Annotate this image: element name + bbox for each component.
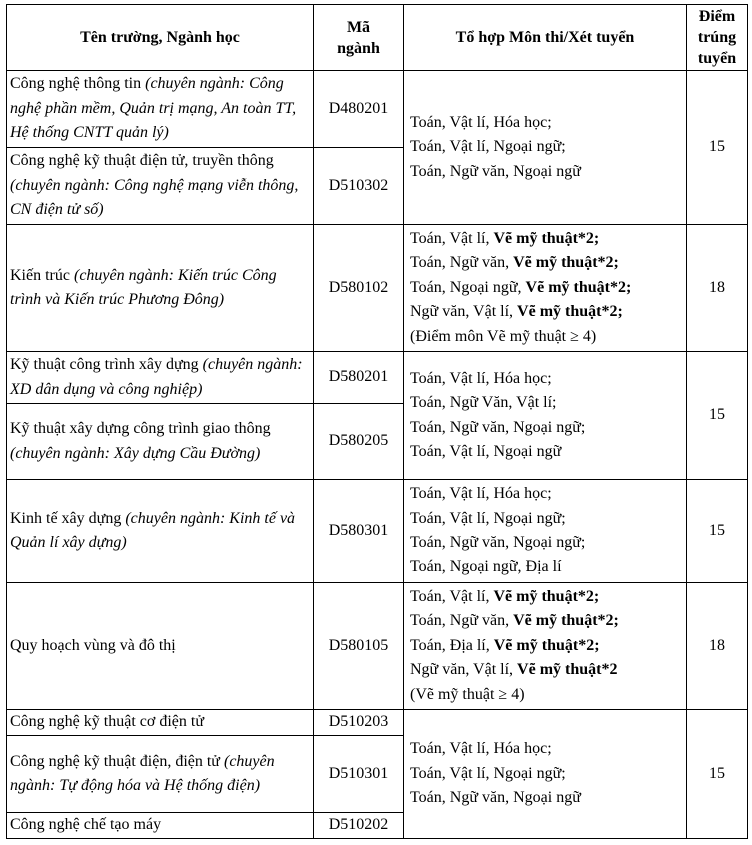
subject-line: Toán, Ngữ văn, Vẽ mỹ thuật*2; bbox=[410, 612, 619, 630]
subject-line: Toán, Vật lí, Ngoại ngữ; bbox=[410, 764, 566, 782]
admission-score: 15 bbox=[687, 710, 748, 839]
program-name-cell bbox=[7, 480, 314, 583]
program-code: D510301 bbox=[314, 736, 404, 813]
program-code: D580102 bbox=[314, 225, 404, 352]
subject-combination-cell bbox=[404, 710, 687, 839]
subject-line: (Vẽ mỹ thuật ≥ 4) bbox=[410, 685, 525, 703]
subject-line: Toán, Vật lí, Ngoại ngữ; bbox=[410, 138, 566, 156]
subject-line: (Điểm môn Vẽ mỹ thuật ≥ 4) bbox=[410, 327, 597, 345]
program-specialization: (chuyên ngành: Công nghệ mạng viễn thông, CN điện tử số) bbox=[10, 176, 299, 219]
program-code: D580205 bbox=[314, 404, 404, 480]
program-name-cell bbox=[7, 225, 314, 352]
subject-combination-cell bbox=[404, 480, 687, 583]
program-specialization: (chuyên ngành: Xây dựng Cầu Đường) bbox=[10, 444, 261, 462]
table-row bbox=[7, 352, 748, 404]
program-specialization: (chuyên ngành: Tự động hóa và Hệ thống điện) bbox=[10, 752, 275, 794]
table-row bbox=[7, 710, 748, 736]
subject-line: Toán, Ngoại ngữ, Vẽ mỹ thuật*2; bbox=[410, 278, 632, 296]
admission-score: 15 bbox=[687, 480, 748, 583]
program-name: Kỹ thuật xây dựng công trình giao thông bbox=[10, 420, 271, 438]
program-name-cell bbox=[7, 583, 314, 710]
subject-combination-cell bbox=[404, 225, 687, 352]
header-program-name: Tên trường, Ngành học bbox=[7, 5, 314, 71]
program-name: Kiến trúc bbox=[10, 266, 74, 284]
subject-line: Toán, Ngữ văn, Ngoại ngữ; bbox=[410, 534, 586, 551]
admission-score: 18 bbox=[687, 225, 748, 352]
program-code: D510302 bbox=[314, 148, 404, 225]
program-name: Công nghệ kỹ thuật điện tử, truyền thông bbox=[10, 152, 274, 170]
program-name: Công nghệ chế tạo máy bbox=[10, 816, 162, 834]
program-specialization: (chuyên ngành: Kiến trúc Công trình và Kiến trúc Phương Đông) bbox=[10, 266, 277, 308]
subject-line: Ngữ văn, Vật lí, Vẽ mỹ thuật*2; bbox=[410, 303, 623, 321]
program-code: D480201 bbox=[314, 71, 404, 148]
subject-line: Toán, Vật lí, Ngoại ngữ bbox=[410, 442, 562, 460]
program-name-cell bbox=[7, 352, 314, 404]
subject-line: Toán, Ngữ Văn, Vật lí; bbox=[410, 394, 557, 412]
subject-line: Ngữ văn, Vật lí, Vẽ mỹ thuật*2 bbox=[410, 661, 618, 679]
table-row bbox=[7, 71, 748, 148]
program-name: Công nghệ kỹ thuật điện, điện tử bbox=[10, 752, 224, 770]
program-specialization: (chuyên ngành: Kinh tế và Quản lí xây dựng) bbox=[10, 509, 296, 551]
subject-line: Toán, Ngoại ngữ, Địa lí bbox=[410, 558, 562, 576]
program-name: Kỹ thuật công trình xây dựng bbox=[10, 356, 203, 374]
subject-line: Toán, Ngữ văn, Ngoại ngữ bbox=[410, 789, 581, 807]
subject-line: Toán, Vật lí, Hóa học; bbox=[410, 485, 552, 503]
header-admission-score: Điểm trúng tuyển bbox=[687, 5, 748, 71]
program-name: Công nghệ kỹ thuật cơ điện tử bbox=[10, 713, 204, 731]
table-row bbox=[7, 225, 748, 352]
program-name-cell bbox=[7, 404, 314, 480]
program-name: Công nghệ thông tin bbox=[10, 75, 146, 93]
subject-combination-cell bbox=[404, 583, 687, 710]
subject-line: Toán, Vật lí, Hóa học; bbox=[410, 369, 552, 387]
program-code: D510203 bbox=[314, 710, 404, 736]
subject-line: Toán, Địa lí, Vẽ mỹ thuật*2; bbox=[410, 636, 600, 654]
subject-line: Toán, Vật lí, Hóa học; bbox=[410, 113, 552, 131]
program-name: Quy hoạch vùng và đô thị bbox=[10, 636, 176, 654]
program-name-cell bbox=[7, 71, 314, 148]
admission-score: 18 bbox=[687, 583, 748, 710]
header-row bbox=[7, 5, 748, 71]
subject-line: Toán, Vật lí, Hóa học; bbox=[410, 740, 552, 758]
admission-score: 15 bbox=[687, 352, 748, 480]
header-subject-combination: Tổ hợp Môn thi/Xét tuyển bbox=[404, 5, 687, 71]
subject-line: Toán, Ngữ văn, Ngoại ngữ; bbox=[410, 418, 586, 436]
header-program-code: Mã ngành bbox=[314, 5, 404, 71]
admission-score: 15 bbox=[687, 71, 748, 225]
program-name-cell bbox=[7, 148, 314, 225]
program-name-cell bbox=[7, 813, 314, 839]
subject-line: Toán, Vật lí, Vẽ mỹ thuật*2; bbox=[410, 229, 600, 247]
subject-line: Toán, Ngữ văn, Vẽ mỹ thuật*2; bbox=[410, 254, 619, 272]
program-code: D510202 bbox=[314, 813, 404, 839]
subject-line: Toán, Vật lí, Ngoại ngữ; bbox=[410, 509, 566, 527]
subject-combination-cell bbox=[404, 352, 687, 480]
program-code: D580201 bbox=[314, 352, 404, 404]
table-row bbox=[7, 583, 748, 710]
admission-score-table bbox=[6, 4, 748, 839]
program-name-cell bbox=[7, 710, 314, 736]
program-code: D580301 bbox=[314, 480, 404, 583]
program-name: Kinh tế xây dựng bbox=[10, 509, 126, 527]
program-name-cell bbox=[7, 736, 314, 813]
subject-combination-cell bbox=[404, 71, 687, 225]
table-row bbox=[7, 480, 748, 583]
subject-line: Toán, Vật lí, Vẽ mỹ thuật*2; bbox=[410, 587, 600, 605]
program-specialization: (chuyên ngành: Công nghệ phần mềm, Quản trị mạng, An toàn TT, Hệ thống CNTT quản lý) bbox=[10, 75, 297, 142]
program-specialization: (chuyên ngành: XD dân dụng và công nghiệp) bbox=[10, 356, 303, 398]
subject-line: Toán, Ngữ văn, Ngoại ngữ bbox=[410, 162, 581, 180]
program-code: D580105 bbox=[314, 583, 404, 710]
